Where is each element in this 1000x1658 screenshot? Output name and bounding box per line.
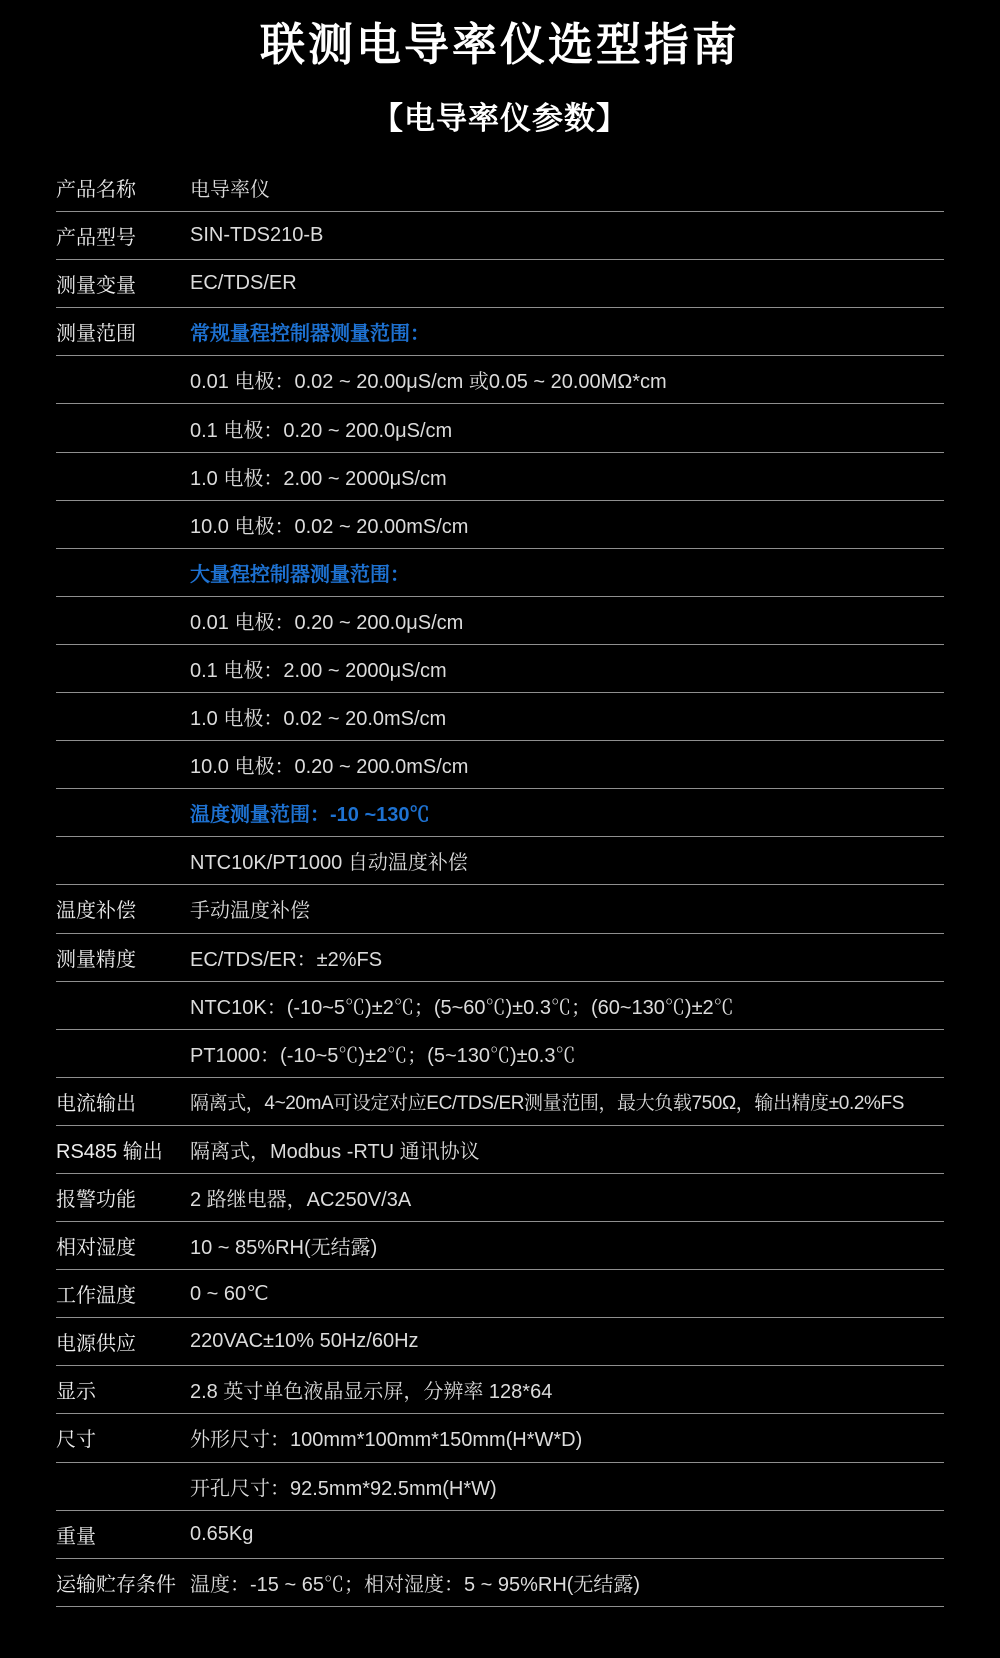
spec-table (56, 164, 944, 1607)
page-title: 联测电导率仪选型指南 (259, 19, 740, 70)
spec-value: 电导率仪 (190, 179, 270, 202)
spec-label: 测量精度 (56, 948, 136, 971)
table-row-25 (56, 1318, 944, 1366)
table-row-23 (56, 1222, 944, 1270)
spec-value: 外形尺寸：100mm*100mm*150mm(H*W*D) (190, 1429, 583, 1452)
table-row-11 (56, 645, 944, 693)
table-row-5 (56, 356, 944, 404)
table-row-14 (56, 789, 944, 837)
spec-value: 2 路继电器，AC250V/3A (190, 1189, 412, 1212)
spec-label: 电源供应 (56, 1333, 136, 1356)
spec-value: 10 ~ 85%RH(无结露) (190, 1237, 378, 1260)
spec-value: 温度测量范围：-10 ~130℃ (190, 804, 430, 827)
spec-label: 电流输出 (56, 1092, 136, 1115)
table-row-21 (56, 1126, 944, 1174)
spec-value: NTC10K：(-10~5℃)±2℃；(5~60℃)±0.3℃；(60~130℃)±2℃ (190, 996, 734, 1019)
spec-value: 220VAC±10% 50Hz/60Hz (190, 1330, 419, 1353)
spec-value: 隔离式，Modbus -RTU 通讯协议 (190, 1140, 480, 1163)
table-row-4 (56, 308, 944, 356)
spec-label: RS485 输出 (56, 1140, 163, 1163)
table-row-10 (56, 597, 944, 645)
spec-value: SIN-TDS210-B (190, 224, 324, 247)
spec-value: 隔离式，4~20mA可设定对应EC/TDS/ER测量范围，最大负载750Ω，输出精度±0.2%FS (190, 1092, 904, 1114)
spec-label: 报警功能 (56, 1189, 136, 1212)
table-row-29 (56, 1511, 944, 1559)
table-row-22 (56, 1174, 944, 1222)
spec-value: NTC10K/PT1000 自动温度补偿 (190, 852, 468, 875)
spec-value: PT1000：(-10~5℃)±2℃；(5~130℃)±0.3℃ (190, 1044, 576, 1067)
table-row-12 (56, 693, 944, 741)
table-row-3 (56, 260, 944, 308)
spec-label: 显示 (56, 1381, 96, 1404)
spec-value: 开孔尺寸：92.5mm*92.5mm(H*W) (190, 1477, 497, 1500)
spec-value: 0.1 电极：0.20 ~ 200.0μS/cm (190, 419, 453, 442)
spec-label: 测量变量 (56, 275, 136, 298)
table-row-20 (56, 1078, 944, 1126)
spec-label: 产品名称 (56, 179, 136, 202)
spec-label: 重量 (56, 1525, 96, 1548)
spec-value: 1.0 电极：2.00 ~ 2000μS/cm (190, 467, 447, 490)
table-row-17 (56, 934, 944, 982)
spec-label: 运输贮存条件 (56, 1573, 176, 1596)
spec-label: 测量范围 (56, 323, 136, 346)
spec-value: 1.0 电极：0.02 ~ 20.0mS/cm (190, 708, 447, 731)
table-row-18 (56, 982, 944, 1030)
table-row-1 (56, 164, 944, 212)
table-row-28 (56, 1463, 944, 1511)
spec-value: 0.01 电极：0.20 ~ 200.0μS/cm (190, 611, 464, 634)
table-row-19 (56, 1030, 944, 1078)
spec-label: 产品型号 (56, 227, 136, 250)
spec-value: 0.65Kg (190, 1522, 254, 1545)
spec-value: 温度：-15 ~ 65℃；相对湿度：5 ~ 95%RH(无结露) (190, 1573, 641, 1596)
table-row-6 (56, 404, 944, 452)
table-row-13 (56, 741, 944, 789)
spec-value: 大量程控制器测量范围： (190, 563, 410, 586)
spec-value: 0.01 电极：0.02 ~ 20.00μS/cm 或0.05 ~ 20.00MΩ*cm (190, 371, 667, 394)
spec-value: EC/TDS/ER (190, 272, 297, 295)
table-row-15 (56, 837, 944, 885)
table-row-16 (56, 885, 944, 933)
table-row-9 (56, 549, 944, 597)
spec-value: 常规量程控制器测量范围： (190, 323, 430, 346)
spec-value: EC/TDS/ER：±2%FS (190, 948, 383, 971)
table-row-27 (56, 1414, 944, 1462)
table-row-8 (56, 501, 944, 549)
spec-value: 手动温度补偿 (190, 900, 310, 923)
spec-value: 0 ~ 60℃ (190, 1283, 269, 1306)
spec-label: 温度补偿 (56, 900, 136, 923)
table-row-7 (56, 453, 944, 501)
table-row-2 (56, 212, 944, 260)
page-subtitle: 【电导率仪参数】 (372, 101, 628, 136)
spec-label: 工作温度 (56, 1285, 136, 1308)
table-row-26 (56, 1366, 944, 1414)
table-row-24 (56, 1270, 944, 1318)
table-row-30 (56, 1559, 944, 1607)
spec-value: 0.1 电极：2.00 ~ 2000μS/cm (190, 659, 447, 682)
spec-label: 相对湿度 (56, 1237, 136, 1260)
spec-value: 10.0 电极：0.02 ~ 20.00mS/cm (190, 515, 469, 538)
spec-value: 10.0 电极：0.20 ~ 200.0mS/cm (190, 756, 469, 779)
spec-value: 2.8 英寸单色液晶显示屏，分辨率 128*64 (190, 1381, 553, 1404)
spec-label: 尺寸 (56, 1429, 96, 1452)
